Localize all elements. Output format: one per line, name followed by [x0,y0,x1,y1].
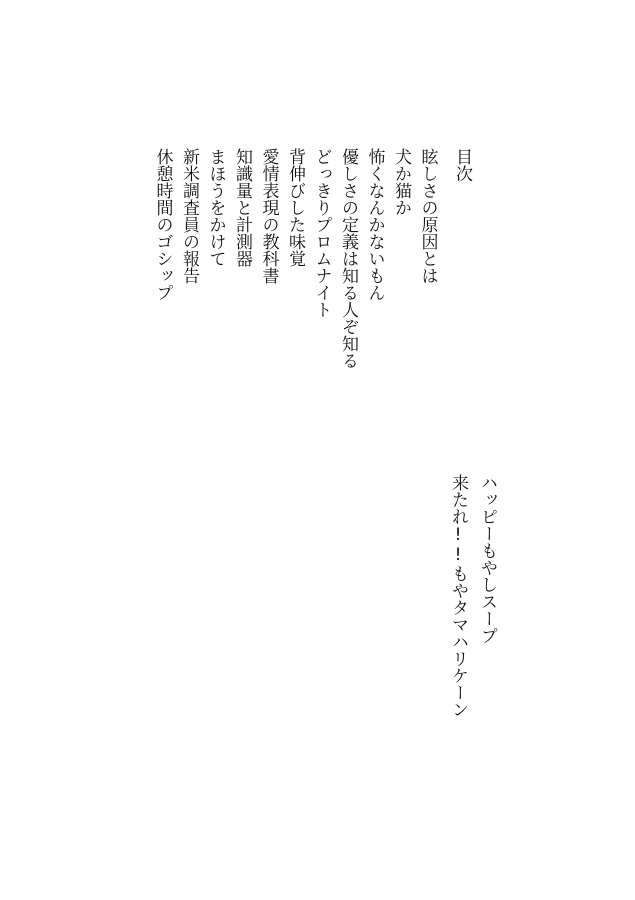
toc-item: 優しさの定義は知る人ぞ知る [338,148,358,369]
toc-item: どっきりプロムナイト [311,148,332,318]
toc-title: 目次 [452,148,472,182]
toc-item: 背伸びした味覚 [285,148,305,267]
toc-item: 怖くなんかないもん [364,148,385,301]
toc-item: 知識量と計測器 [232,148,252,267]
toc-item: 休憩時間のゴシップ [152,148,173,301]
toc-item: まほうをかけて [205,148,226,267]
toc-item: 愛情表現の教科書 [258,148,279,284]
toc-item: 犬か猫か [391,148,411,216]
toc-item: 眩しさの原因とは [417,148,438,284]
colophon-block [443,474,501,718]
colophon-line-2: 来たれ!!もやタマハリケーン [448,474,468,718]
table-of-contents [149,148,475,448]
colophon-line-1: ハッピーもやしスープ [477,474,497,644]
toc-item: 新米調査員の報告 [179,148,199,284]
